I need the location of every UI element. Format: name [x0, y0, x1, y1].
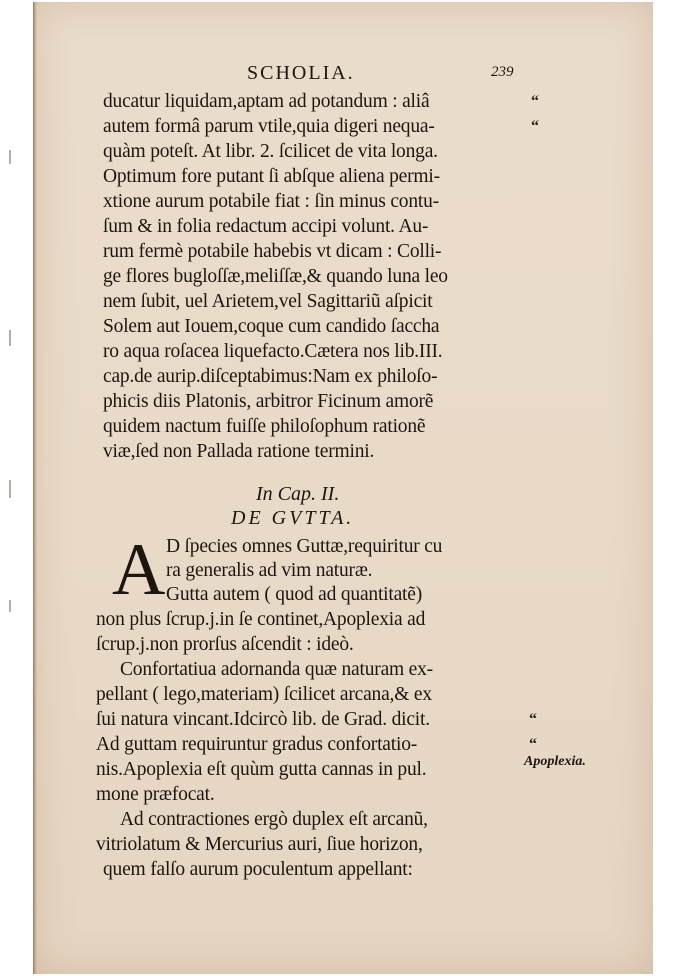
text-line: ſcrup.j.non prorſus aſcendit : ideò. [96, 634, 354, 655]
edge-mark [9, 330, 11, 346]
text-line: Ad contractiones ergò duplex eſt arcanũ, [120, 809, 428, 830]
edge-mark [9, 600, 11, 612]
edge-mark [9, 480, 11, 498]
text-line: ra generalis ad vim naturæ. [166, 560, 373, 581]
quote-mark: “ [529, 736, 537, 753]
chapter-title: DE GVTTA. [231, 507, 355, 529]
text-line: vitriolatum & Mercurius auri, ſiue horizon, [96, 834, 423, 855]
drop-cap: A [112, 529, 166, 611]
text-line: Solem aut Iouem,coque cum candido ſaccha [103, 316, 440, 337]
text-line: nem ſubit, uel Arietem,vel Sagittariũ aſpicit [103, 291, 433, 312]
text-line: pellant ( lego,materiam) ſcilicet arcana,& ex [96, 684, 432, 705]
text-line: quàm poteſt. At libr. 2. ſcilicet de vita longa. [103, 141, 438, 162]
text-line: D ſpecies omnes Guttæ,requiritur cu [166, 536, 443, 557]
quote-mark: “ [531, 118, 539, 135]
text-line: ſum & in folia redactum accipi volunt. Au- [103, 216, 429, 237]
text-line: ſui natura vincant.Idcircò lib. de Grad. dicit. [96, 709, 430, 730]
text-line: cap.de aurip.diſceptabimus:Nam ex philoſo- [103, 366, 438, 387]
text-line: ducatur liquidam,aptam ad potandum : aliâ [103, 91, 430, 112]
text-line: ro aqua roſacea liquefacto.Cætera nos lib.III. [103, 341, 443, 362]
text-line: quidem nactum fuiſſe philoſophum rationẽ [103, 416, 426, 437]
page-number: 239 [491, 64, 514, 80]
text-line: Gutta autem ( quod ad quantitatẽ) [166, 584, 423, 605]
text-line: Optimum fore putant ſi abſque aliena permi- [103, 166, 440, 187]
text-line: nis.Apoplexia eſt quùm gutta cannas in pul. [96, 759, 427, 780]
text-line: xtione aurum potabile fiat : ſin minus contu- [103, 191, 439, 212]
text-line: ge flores bugloſſæ,meliſſæ,& quando luna leo [103, 266, 448, 287]
chapter-heading: In Cap. II. [256, 483, 340, 505]
text-line: Ad guttam requiruntur gradus confortatio- [96, 734, 418, 755]
text-line: non plus ſcrup.j.in ſe continet,Apoplexia ad [96, 609, 426, 630]
text-line: autem formâ parum vtile,quia digeri nequa- [103, 116, 435, 137]
edge-mark [9, 150, 11, 164]
text-line: mone præfocat. [96, 784, 215, 805]
margin-note: Apoplexia. [524, 754, 586, 769]
text-line: viæ,ſed non Pallada ratione termini. [103, 441, 375, 462]
text-line: rum fermè potabile habebis vt dicam : Colli- [103, 241, 442, 262]
text-line: Confortatiua adornanda quæ naturam ex- [120, 659, 433, 680]
text-line: quem falſo aurum poculentum appellant: [103, 859, 413, 880]
quote-mark: “ [529, 711, 537, 728]
running-head: SCHOLIA. [247, 62, 355, 84]
quote-mark: “ [531, 93, 539, 110]
text-line: phicis diis Platonis, arbitror Ficinum amorẽ [103, 391, 434, 412]
